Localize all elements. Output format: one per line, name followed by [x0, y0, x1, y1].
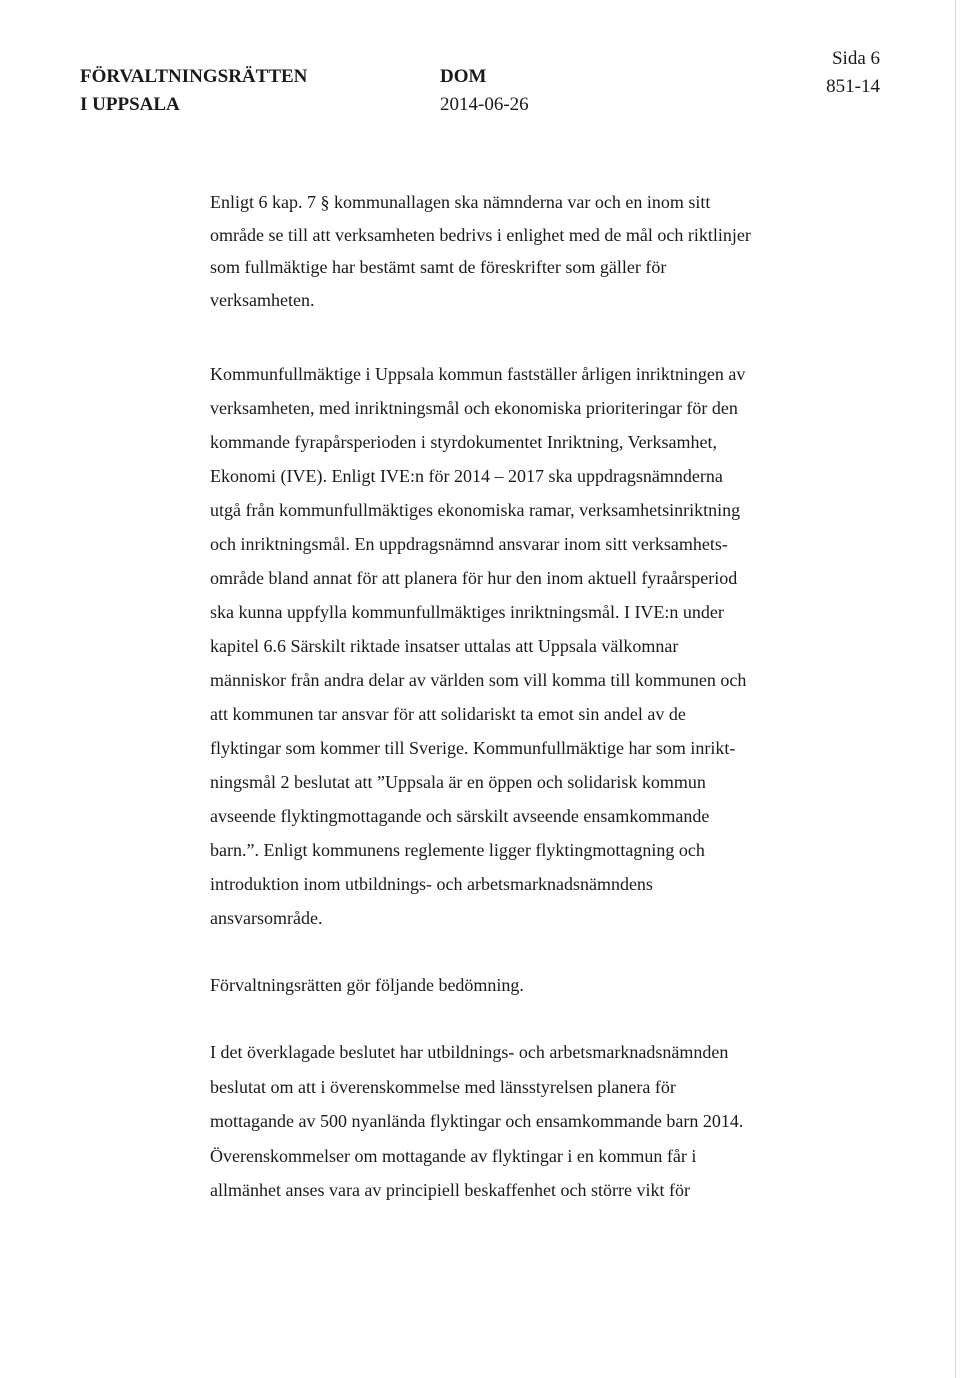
court-name [80, 63, 307, 119]
text-line: introduktion inom utbildnings- och arbetsmarknadsnämndens [210, 874, 653, 894]
court-name-line-1: FÖRVALTNINGSRÄTTEN [80, 66, 308, 87]
text-line: att kommunen tar ansvar för att solidariskt ta emot sin andel av de [210, 704, 686, 724]
text-line: Enligt 6 kap. 7 § kommunallagen ska nämnderna var och en inom sitt [210, 192, 711, 212]
text-line: Förvaltningsrätten gör följande bedömning. [210, 975, 524, 995]
text-line: område bland annat för att planera för hur den inom aktuell fyraårsperiod [210, 568, 738, 588]
text-line: avseende flyktingmottagande och särskilt avseende ensamkommande [210, 806, 710, 826]
text-line: Överenskommelser om mottagande av flyktingar i en kommun får i [210, 1145, 697, 1166]
court-name-line-2: I UPPSALA [80, 94, 180, 115]
page-edge [955, 0, 956, 1378]
text-line: ansvarsområde. [210, 908, 323, 928]
text-line: som fullmäktige har bestämt samt de föreskrifter som gäller för [210, 257, 667, 278]
text-line: Ekonomi (IVE). Enligt IVE:n för 2014 – 2017 ska uppdragsnämnderna [210, 466, 723, 486]
text-line: Kommunfullmäktige i Uppsala kommun fastställer årligen inriktningen av [210, 364, 746, 384]
text-line: allmänhet anses vara av principiell beskaffenhet och större vikt för [210, 1180, 690, 1200]
paragraph-2 [210, 357, 810, 935]
paragraph-4 [210, 1035, 810, 1208]
text-line: I det överklagade beslutet har utbildnings- och arbetsmarknadsnämnden [210, 1042, 729, 1062]
text-line: område se till att verksamheten bedrivs i enlighet med de mål och riktlinjer [210, 224, 751, 245]
document-type: DOM [440, 66, 487, 87]
paragraph-3 [210, 968, 810, 1002]
text-line: barn.”. Enligt kommunens reglemente ligger flyktingmottagning och [210, 840, 705, 860]
text-line: och inriktningsmål. En uppdragsnämnd ansvarar inom sitt verksamhets- [210, 534, 728, 554]
text-line: kapitel 6.6 Särskilt riktade insatser uttalas att Uppsala välkomnar [210, 636, 679, 656]
text-line: beslutat om att i överenskommelse med länsstyrelsen planera för [210, 1076, 676, 1097]
document-info [440, 63, 529, 119]
document-date: 2014-06-26 [440, 94, 529, 115]
text-line: kommande fyrapårsperioden i styrdokumentet Inriktning, Verksamhet, [210, 432, 718, 452]
text-line: utgå från kommunfullmäktiges ekonomiska ramar, verksamhetsinriktning [210, 500, 741, 520]
text-line: verksamheten. [210, 289, 315, 310]
text-line: mottagande av 500 nyanlända flyktingar och ensamkommande barn 2014. [210, 1111, 744, 1131]
page-number: Sida 6 [831, 48, 880, 69]
text-line: verksamheten, med inriktningsmål och ekonomiska prioriteringar för den [210, 398, 738, 418]
case-number: 851-14 [826, 76, 880, 97]
text-line: ningsmål 2 beslutat att ”Uppsala är en öppen och solidarisk kommun [210, 772, 706, 792]
page-info [826, 45, 880, 101]
paragraph-1 [210, 186, 810, 316]
text-line: människor från andra delar av världen som vill komma till kommunen och [210, 670, 747, 690]
text-line: flyktingar som kommer till Sverige. Kommunfullmäktige har som inrikt- [210, 738, 736, 758]
text-line: ska kunna uppfylla kommunfullmäktiges inriktningsmål. I IVE:n under [210, 602, 724, 622]
